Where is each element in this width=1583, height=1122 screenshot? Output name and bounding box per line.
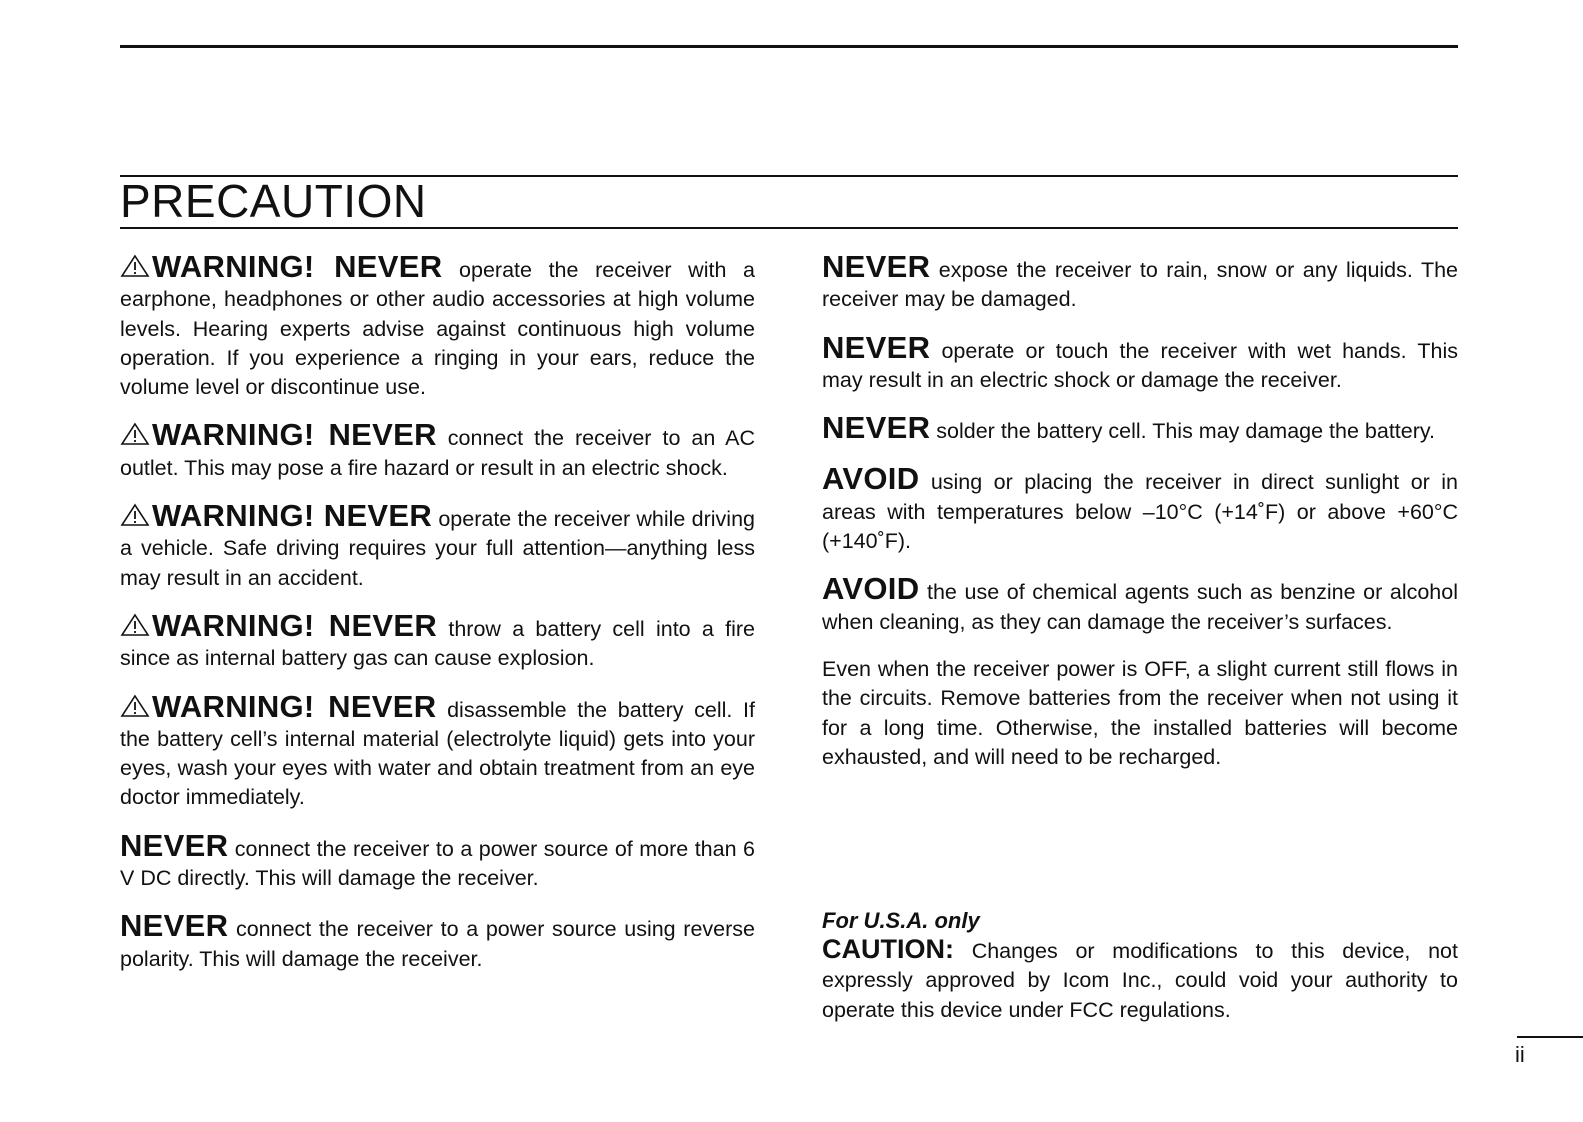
never-item (822, 410, 1458, 446)
warning-item (120, 417, 755, 483)
avoid-item (822, 461, 1458, 556)
warning-triangle-icon (120, 503, 150, 527)
page-number-rule (1517, 1036, 1583, 1038)
warning-keyword: WARNING! NEVER (152, 417, 437, 453)
item-text: the use of chemical agents such as benzine or alcohol when cleaning, as they can damage the receiver’s surfaces. (822, 580, 1458, 634)
never-item (822, 249, 1458, 315)
left-column (120, 249, 756, 992)
usa-heading: For U.S.A. only (822, 908, 980, 933)
warning-triangle-icon (120, 422, 150, 446)
warning-item (120, 249, 755, 402)
item-text: expose the receiver to rain, snow or any liquids. The receiver may be damaged. (822, 258, 1458, 312)
right-column (822, 249, 1458, 772)
item-text: operate or touch the receiver with wet hands. This may result in an electric shock or damage the receiver. (822, 338, 1458, 392)
item-text: throw a battery cell into a fire since as internal battery gas can cause explosion. (120, 616, 756, 671)
item-text: using or placing the receiver in direct sunlight or in areas with temperatures below –10°C (+14˚F) or above +60°C (+140˚F). (822, 470, 1458, 554)
warning-keyword: WARNING! NEVER (152, 688, 437, 724)
item-text: operate the receiver while driving a vehicle. Safe driving requires your full attention—anything less may result in an accident. (120, 507, 755, 590)
avoid-item (822, 571, 1458, 637)
warning-triangle-icon (120, 254, 150, 278)
warning-item (120, 688, 756, 813)
avoid-keyword: AVOID (822, 571, 920, 607)
warning-item (120, 498, 755, 593)
warning-keyword: WARNING! NEVER (152, 607, 438, 643)
never-keyword: NEVER (822, 249, 931, 284)
page-number: ii (1515, 1042, 1525, 1067)
title-bottom-rule (120, 227, 1458, 229)
page-title: PRECAUTION (120, 175, 427, 227)
item-text: connect the receiver to a power source using reverse polarity. This will damage the receiver. (120, 917, 755, 971)
item-text: solder the battery cell. This may damage the battery. (930, 419, 1436, 444)
usa-caution-block (822, 907, 1458, 1025)
never-item (120, 827, 755, 894)
warning-item (120, 607, 756, 674)
power-note: Even when the receiver power is OFF, a slight current still flows in the circuits. Remove batteries from the receiver when not using it for a long time. Otherwise, the installed batteries will become exhausted, and will need to be recharged. (822, 656, 1458, 769)
never-keyword: NEVER (120, 908, 229, 944)
item-text: connect the receiver to an AC outlet. This may pose a fire hazard or result in an electric shock. (120, 426, 755, 480)
warning-triangle-icon (120, 694, 150, 718)
caution-paragraph (822, 935, 1458, 1025)
item-text: connect the receiver to a power source of more than 6 V DC directly. This will damage the receiver. (120, 836, 755, 891)
warning-keyword: WARNING! NEVER (152, 498, 433, 534)
never-keyword: NEVER (120, 827, 229, 863)
item-text: disassemble the battery cell. If the battery cell’s internal material (electrolyte liquid) gets into your eyes, wash your eyes with water and obtain treatment from an eye doctor immediately. (120, 697, 756, 810)
never-item (822, 329, 1458, 396)
item-text: operate the receiver with a earphone, headphones or other audio accessories at high volume levels. Hearing experts advise against continuous high volume operation. If you experience a ringing in your ears, reduce the volume level or discontinue use. (120, 258, 755, 400)
warning-triangle-icon (120, 613, 150, 637)
never-keyword: NEVER (822, 410, 931, 446)
header-rule (120, 45, 1458, 48)
caution-keyword: CAUTION: (822, 934, 954, 964)
avoid-keyword: AVOID (822, 461, 920, 497)
caution-text: Changes or modifications to this device, not expressly approved by Icom Inc., could void your authority to operate this device under FCC regulations. (822, 939, 1458, 1022)
never-keyword: NEVER (822, 329, 931, 365)
never-item (120, 908, 755, 974)
warning-keyword: WARNING! NEVER (152, 249, 443, 284)
